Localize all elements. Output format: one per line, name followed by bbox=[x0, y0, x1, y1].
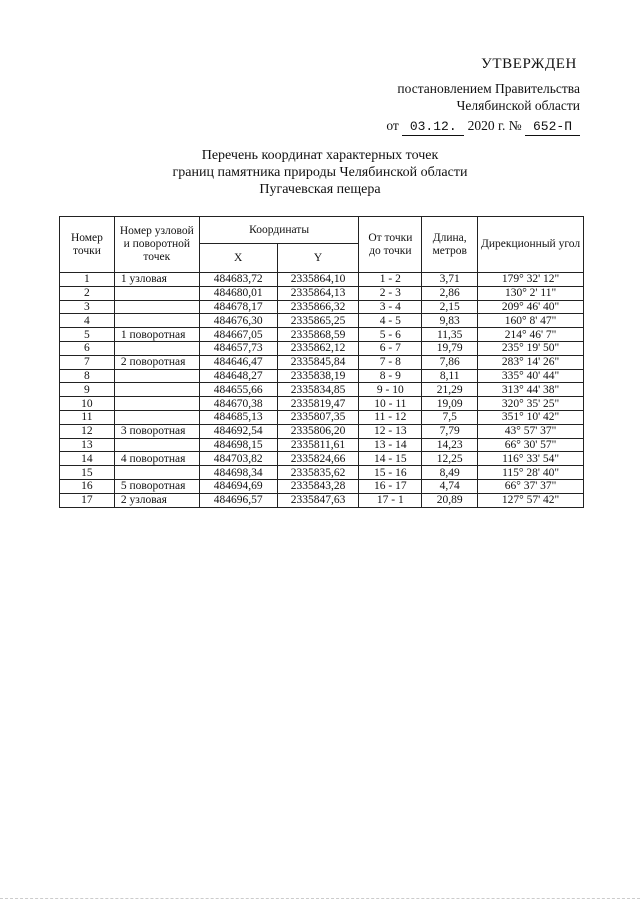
cell-direction: 209° 46' 40" bbox=[478, 300, 584, 314]
cell-direction: 127° 57' 42" bbox=[478, 493, 584, 507]
cell-x: 484698,34 bbox=[199, 466, 277, 480]
cell-direction: 335° 40' 44" bbox=[478, 369, 584, 383]
cell-node bbox=[114, 397, 199, 411]
cell-y: 2335811,61 bbox=[277, 438, 359, 452]
cell-y: 2335838,19 bbox=[277, 369, 359, 383]
cell-x: 484685,13 bbox=[199, 410, 277, 424]
cell-x: 484670,38 bbox=[199, 397, 277, 411]
cell-length: 7,5 bbox=[422, 410, 478, 424]
cell-from-to: 15 - 16 bbox=[359, 466, 422, 480]
cell-direction: 235° 19' 50" bbox=[478, 341, 584, 355]
cell-x: 484655,66 bbox=[199, 383, 277, 397]
title-line-3: Пугачевская пещера bbox=[259, 182, 381, 197]
cell-y: 2335819,47 bbox=[277, 397, 359, 411]
cell-direction: 130° 2' 11" bbox=[478, 286, 584, 300]
table-row bbox=[60, 369, 584, 383]
approval-date-line bbox=[320, 117, 580, 136]
cell-length: 9,83 bbox=[422, 314, 478, 328]
cell-y: 2335807,35 bbox=[277, 410, 359, 424]
header-length: Длина, метров bbox=[422, 217, 478, 273]
cell-x: 484648,27 bbox=[199, 369, 277, 383]
cell-x: 484696,57 bbox=[199, 493, 277, 507]
cell-length: 3,71 bbox=[422, 273, 478, 287]
cell-from-to: 11 - 12 bbox=[359, 410, 422, 424]
cell-from-to: 4 - 5 bbox=[359, 314, 422, 328]
cell-point-no: 9 bbox=[60, 383, 115, 397]
approval-line-1: постановлением Правительства bbox=[397, 81, 580, 96]
cell-from-to: 6 - 7 bbox=[359, 341, 422, 355]
table-row bbox=[60, 300, 584, 314]
cell-node: 4 поворотная bbox=[114, 452, 199, 466]
table-row bbox=[60, 493, 584, 507]
header-from-to: От точки до точки bbox=[359, 217, 422, 273]
cell-point-no: 4 bbox=[60, 314, 115, 328]
cell-length: 2,15 bbox=[422, 300, 478, 314]
cell-from-to: 17 - 1 bbox=[359, 493, 422, 507]
cell-from-to: 7 - 8 bbox=[359, 355, 422, 369]
cell-y: 2335834,85 bbox=[277, 383, 359, 397]
cell-from-to: 13 - 14 bbox=[359, 438, 422, 452]
header-node-no: Номер узловой и поворотной точек bbox=[114, 217, 199, 273]
cell-x: 484694,69 bbox=[199, 479, 277, 493]
cell-y: 2335865,25 bbox=[277, 314, 359, 328]
cell-node bbox=[114, 410, 199, 424]
cell-y: 2335864,13 bbox=[277, 286, 359, 300]
approval-stamp bbox=[320, 56, 580, 136]
cell-length: 7,79 bbox=[422, 424, 478, 438]
cell-direction: 66° 30' 57" bbox=[478, 438, 584, 452]
cell-node bbox=[114, 438, 199, 452]
approval-date: 03.12. bbox=[402, 118, 464, 136]
cell-length: 8,49 bbox=[422, 466, 478, 480]
cell-from-to: 16 - 17 bbox=[359, 479, 422, 493]
approval-number: 652-П bbox=[525, 118, 580, 136]
cell-node: 5 поворотная bbox=[114, 479, 199, 493]
cell-direction: 66° 37' 37" bbox=[478, 479, 584, 493]
cell-direction: 283° 14' 26" bbox=[478, 355, 584, 369]
cell-point-no: 17 bbox=[60, 493, 115, 507]
cell-node: 3 поворотная bbox=[114, 424, 199, 438]
cell-point-no: 2 bbox=[60, 286, 115, 300]
table-row bbox=[60, 479, 584, 493]
cell-length: 7,86 bbox=[422, 355, 478, 369]
cell-y: 2335824,66 bbox=[277, 452, 359, 466]
cell-y: 2335868,59 bbox=[277, 328, 359, 342]
cell-point-no: 12 bbox=[60, 424, 115, 438]
cell-from-to: 9 - 10 bbox=[359, 383, 422, 397]
cell-point-no: 6 bbox=[60, 341, 115, 355]
table-row bbox=[60, 466, 584, 480]
header-direction: Дирекционный угол bbox=[478, 217, 584, 273]
cell-node: 2 поворотная bbox=[114, 355, 199, 369]
cell-direction: 160° 8' 47" bbox=[478, 314, 584, 328]
cell-x: 484676,30 bbox=[199, 314, 277, 328]
cell-from-to: 5 - 6 bbox=[359, 328, 422, 342]
cell-node bbox=[114, 286, 199, 300]
cell-from-to: 14 - 15 bbox=[359, 452, 422, 466]
cell-direction: 320° 35' 25" bbox=[478, 397, 584, 411]
cell-from-to: 3 - 4 bbox=[359, 300, 422, 314]
cell-node bbox=[114, 466, 199, 480]
cell-direction: 214° 46' 7" bbox=[478, 328, 584, 342]
table-row bbox=[60, 355, 584, 369]
cell-from-to: 2 - 3 bbox=[359, 286, 422, 300]
cell-point-no: 1 bbox=[60, 273, 115, 287]
table-row bbox=[60, 286, 584, 300]
cell-node: 2 узловая bbox=[114, 493, 199, 507]
cell-length: 21,29 bbox=[422, 383, 478, 397]
cell-y: 2335806,20 bbox=[277, 424, 359, 438]
cell-x: 484667,05 bbox=[199, 328, 277, 342]
table-row bbox=[60, 328, 584, 342]
table-row bbox=[60, 273, 584, 287]
table-row bbox=[60, 452, 584, 466]
cell-point-no: 14 bbox=[60, 452, 115, 466]
table-row bbox=[60, 410, 584, 424]
cell-direction: 43° 57' 37" bbox=[478, 424, 584, 438]
cell-direction: 351° 10' 42" bbox=[478, 410, 584, 424]
title-line-2: границ памятника природы Челябинской области bbox=[172, 165, 468, 180]
cell-x: 484680,01 bbox=[199, 286, 277, 300]
cell-y: 2335843,28 bbox=[277, 479, 359, 493]
header-point-no: Номер точки bbox=[60, 217, 115, 273]
cell-y: 2335847,63 bbox=[277, 493, 359, 507]
cell-point-no: 11 bbox=[60, 410, 115, 424]
cell-direction: 179° 32' 12" bbox=[478, 273, 584, 287]
cell-point-no: 7 bbox=[60, 355, 115, 369]
cell-node bbox=[114, 300, 199, 314]
cell-length: 2,86 bbox=[422, 286, 478, 300]
page-bottom-edge bbox=[0, 898, 640, 905]
cell-y: 2335862,12 bbox=[277, 341, 359, 355]
cell-x: 484698,15 bbox=[199, 438, 277, 452]
cell-length: 19,79 bbox=[422, 341, 478, 355]
cell-node bbox=[114, 369, 199, 383]
cell-point-no: 5 bbox=[60, 328, 115, 342]
coordinates-table bbox=[59, 216, 584, 508]
cell-length: 20,89 bbox=[422, 493, 478, 507]
cell-from-to: 8 - 9 bbox=[359, 369, 422, 383]
cell-x: 484678,17 bbox=[199, 300, 277, 314]
cell-length: 19,09 bbox=[422, 397, 478, 411]
date-prefix: от bbox=[386, 118, 399, 133]
approval-title: УТВЕРЖДЕН bbox=[481, 56, 577, 72]
cell-length: 11,35 bbox=[422, 328, 478, 342]
cell-direction: 116° 33' 54" bbox=[478, 452, 584, 466]
cell-y: 2335845,84 bbox=[277, 355, 359, 369]
cell-point-no: 3 bbox=[60, 300, 115, 314]
table-row bbox=[60, 424, 584, 438]
cell-point-no: 8 bbox=[60, 369, 115, 383]
table-row bbox=[60, 314, 584, 328]
header-x: X bbox=[199, 244, 277, 273]
cell-point-no: 16 bbox=[60, 479, 115, 493]
table-row bbox=[60, 397, 584, 411]
cell-x: 484657,73 bbox=[199, 341, 277, 355]
header-y: Y bbox=[277, 244, 359, 273]
cell-y: 2335866,32 bbox=[277, 300, 359, 314]
cell-length: 8,11 bbox=[422, 369, 478, 383]
cell-node bbox=[114, 314, 199, 328]
table-row bbox=[60, 438, 584, 452]
cell-direction: 313° 44' 38" bbox=[478, 383, 584, 397]
table-row bbox=[60, 341, 584, 355]
document-title bbox=[0, 147, 640, 198]
cell-y: 2335835,62 bbox=[277, 466, 359, 480]
cell-node: 1 узловая bbox=[114, 273, 199, 287]
cell-y: 2335864,10 bbox=[277, 273, 359, 287]
cell-node bbox=[114, 383, 199, 397]
cell-length: 12,25 bbox=[422, 452, 478, 466]
cell-from-to: 1 - 2 bbox=[359, 273, 422, 287]
approval-year: 2020 г. № bbox=[467, 118, 522, 133]
table-row bbox=[60, 383, 584, 397]
cell-point-no: 15 bbox=[60, 466, 115, 480]
cell-length: 14,23 bbox=[422, 438, 478, 452]
cell-node: 1 поворотная bbox=[114, 328, 199, 342]
cell-point-no: 13 bbox=[60, 438, 115, 452]
header-coordinates: Координаты bbox=[199, 217, 359, 244]
cell-from-to: 12 - 13 bbox=[359, 424, 422, 438]
approval-line-2: Челябинской области bbox=[456, 98, 580, 113]
cell-length: 4,74 bbox=[422, 479, 478, 493]
cell-point-no: 10 bbox=[60, 397, 115, 411]
cell-x: 484683,72 bbox=[199, 273, 277, 287]
title-line-1: Перечень координат характерных точек bbox=[201, 148, 439, 163]
cell-x: 484703,82 bbox=[199, 452, 277, 466]
cell-x: 484692,54 bbox=[199, 424, 277, 438]
cell-direction: 115° 28' 40" bbox=[478, 466, 584, 480]
cell-node bbox=[114, 341, 199, 355]
cell-from-to: 10 - 11 bbox=[359, 397, 422, 411]
cell-x: 484646,47 bbox=[199, 355, 277, 369]
